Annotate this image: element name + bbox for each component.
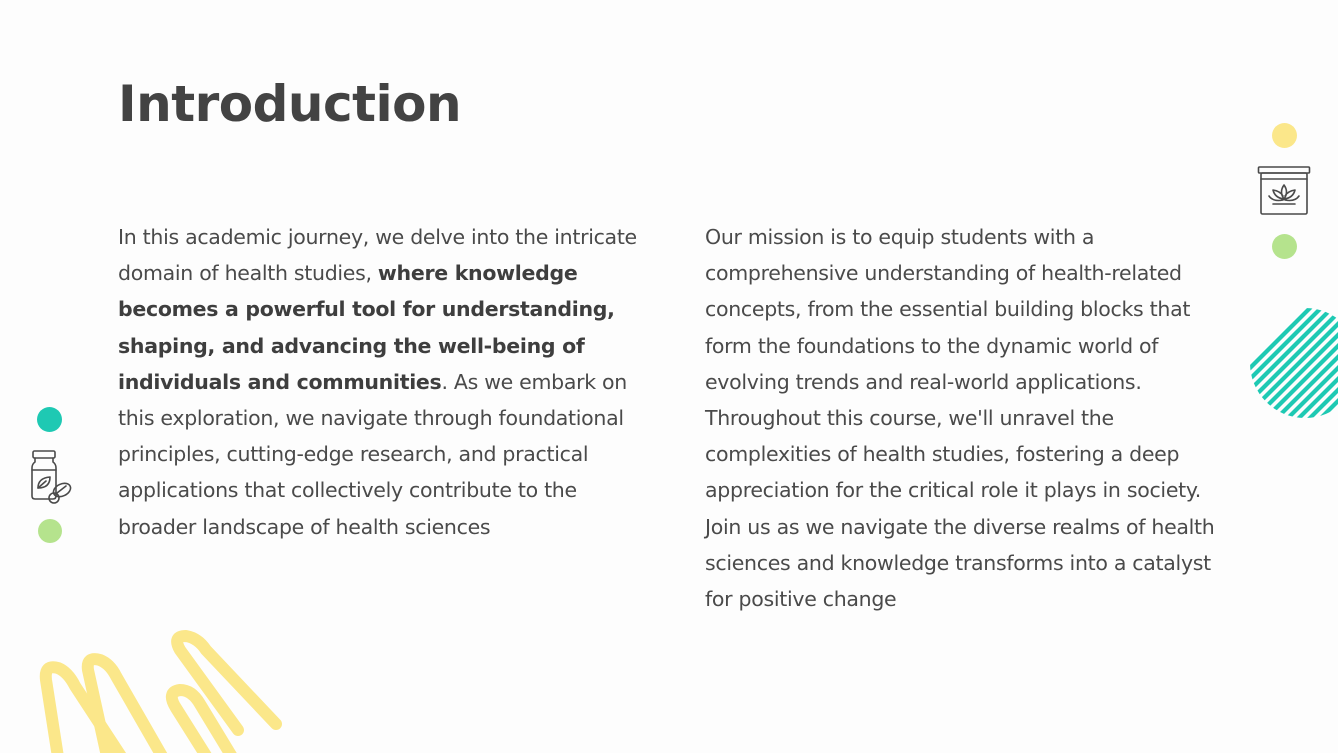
intro-left-text-1: In this academic journey, we delve into the intricate domain of health studies,	[118, 225, 637, 286]
teal-dot-left	[37, 407, 62, 432]
green-dot-left	[38, 519, 62, 543]
yellow-squiggle-decoration	[0, 620, 300, 753]
lotus-spa-sign-icon	[1257, 165, 1311, 217]
intro-paragraph-right: Our mission is to equip students with a comprehensive understanding of health-related concepts, from the essential building blocks that form the foundations to the dynamic world of evolving trends and real-world applications. Throughout this course, we'll unravel the complexities of health studies, fostering a deep appreciation for the critical role it plays in society. Join us as we navigate the diverse realms of health sciences and knowledge transforms into a catalyst for positive change	[705, 225, 1215, 612]
green-dot-right	[1272, 234, 1297, 259]
intro-paragraph-left	[118, 219, 648, 545]
striped-circle-decoration	[1250, 308, 1338, 418]
intro-left-bold-text: where knowledge becomes a powerful tool for understanding, shaping, and advancing the well-being of individuals and communities	[118, 261, 615, 394]
medicine-bottle-pills-icon	[26, 448, 72, 504]
yellow-dot-right	[1272, 123, 1297, 148]
intro-left-text-2: . As we embark on this exploration, we navigate through foundational principles, cutting-edge research, and practical applications that collectively contribute to the broader landscape of health sciences	[118, 369, 627, 539]
slide-title: Introduction	[118, 75, 462, 133]
